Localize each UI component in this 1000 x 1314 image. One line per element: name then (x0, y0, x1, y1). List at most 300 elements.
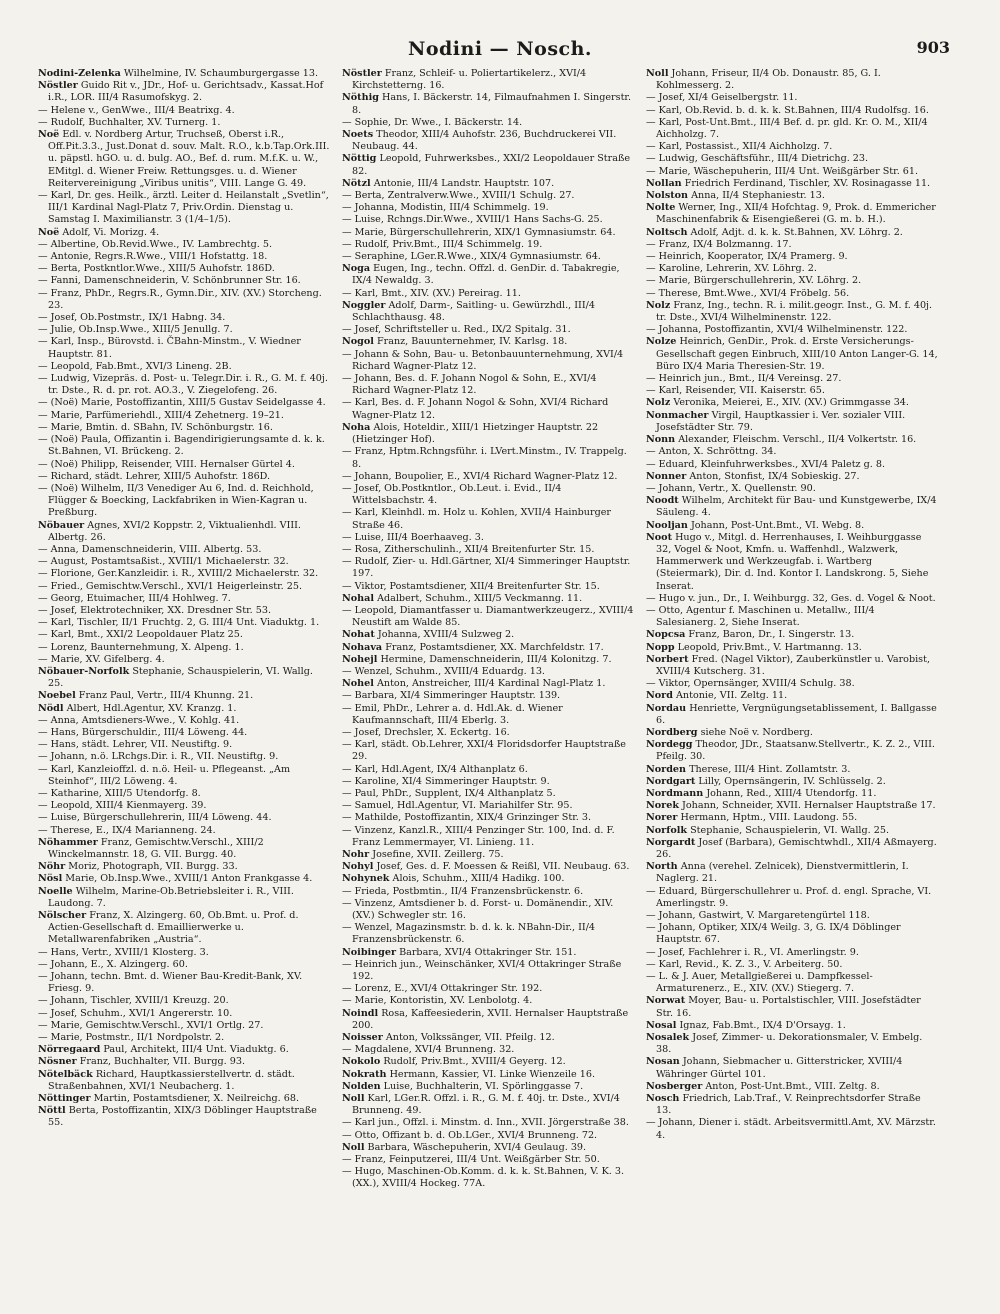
entry-details: Stephanie, Schauspielerin, VI. Wallg. 25. (690, 824, 889, 836)
directory-entry (646, 153, 938, 165)
entry-surname: Nohynek (342, 873, 390, 885)
directory-entry (38, 190, 330, 227)
entry-details: — Rudolf, Zier- u. Hdl.Gärtner, XI/4 Simmeringer Hauptstr. 197. (342, 556, 631, 580)
entry-surname: Nonmacher (646, 409, 709, 421)
directory-entry (646, 800, 938, 812)
entry-details: — Marie, Bürgerschullehrerin, XIX/1 Gymnasiumstr. 64. (342, 226, 616, 238)
directory-entry (38, 727, 330, 739)
entry-details: — Heinrich, Kooperator, IX/4 Pramerg. 9. (646, 251, 848, 263)
entry-details: Anna (verehel. Zelnicek), Dienstvermittlerin, I. Naglerg. 21. (656, 861, 909, 885)
directory-entry (38, 800, 330, 812)
page-title: Nodini — Nosch. (407, 38, 593, 60)
directory-entry (646, 593, 938, 605)
directory-entry (646, 227, 938, 239)
entry-details: — Rudolf, Priv.Bmt., III/4 Schimmelg. 19. (342, 238, 543, 250)
directory-entry (646, 1093, 938, 1117)
directory-entry (38, 971, 330, 995)
entry-details: Berta, Postoffizantin, XIX/3 Döblinger Hauptstraße 55. (48, 1105, 317, 1129)
entry-details: Hermine, Damenschneiderin, III/4 Kolonitzg. 7. (380, 653, 612, 665)
entry-details: — Franz, PhDr., Regrs.R., Gymn.Dir., XIV. (XV.) Storcheng. 23. (38, 287, 322, 311)
entry-details: — Viktor, Opernsänger, XVIII/4 Schulg. 38. (646, 678, 855, 690)
directory-entry (38, 471, 330, 483)
directory-entry (38, 873, 330, 885)
entry-details: Theodor, JDr., Staatsanw.Stellvertr., K. Z. 2., VIII. Pfeilg. 30. (656, 739, 935, 763)
directory-entry (646, 263, 938, 275)
directory-entry (38, 690, 330, 702)
directory-entry (38, 947, 330, 959)
directory-entry (646, 678, 938, 690)
entry-surname: Nohel (342, 678, 374, 690)
directory-entry (342, 483, 634, 507)
entry-surname: Nordberg (646, 726, 698, 738)
entry-details: — Hans, städt. Lehrer, VII. Neustiftg. 9. (38, 739, 233, 751)
directory-entry (342, 373, 634, 397)
directory-entry (646, 1056, 938, 1080)
entry-details: Anton, Anstreicher, III/4 Kardinal Nagl-Platz 1. (376, 678, 606, 690)
directory-entry (38, 886, 330, 910)
directory-entry (38, 129, 330, 190)
directory-entry (646, 788, 938, 800)
directory-entry (646, 117, 938, 141)
directory-entry (646, 959, 938, 971)
directory-entry (646, 532, 938, 593)
entry-surname: Norgardt (646, 836, 696, 848)
directory-entry (342, 849, 634, 861)
entry-details: — Katharine, XIII/5 Utendorfg. 8. (38, 787, 201, 799)
entry-details: Josef, Ges. d. F. Moessen & Reißl, VII. Neubaug. 63. (376, 861, 630, 873)
directory-entry (646, 434, 938, 446)
entry-details: — Seraphine, LGer.R.Wwe., XIX/4 Gymnasiumstr. 64. (342, 251, 601, 263)
entry-details: — Albertine, Ob.Revid.Wwe., IV. Lambrechtg. 5. (38, 238, 272, 250)
entry-details: Adolf, Vi. Morizg. 4. (62, 226, 160, 238)
directory-entry (646, 605, 938, 629)
entry-details: — Johann & Sohn, Bau- u. Betonbauunternehmung, XVI/4 Richard Wagner-Platz 12. (342, 348, 624, 372)
directory-entry (38, 544, 330, 556)
entry-details: Henriette, Vergnügungsetablissement, I. Ballgasse 6. (656, 702, 937, 726)
entry-surname: Nopp (646, 641, 675, 653)
directory-entry (38, 105, 330, 117)
entry-details: — Karl, Reisender, VII. Kaiserstr. 65. (646, 385, 825, 397)
entry-details: — Karl, Bmt., XIV. (XV.) Pereirag. 11. (342, 287, 521, 299)
entry-surname: Nohejl (342, 653, 378, 665)
entry-details: Anton, Stonfist, IX/4 Sobieskig. 27. (689, 470, 860, 482)
entry-details: Fred. (Nagel Viktor), Zauberkünstler u. Varobist, XVIII/4 Kutscherg. 31. (656, 653, 930, 677)
entry-surname: Nödl (38, 702, 64, 714)
entry-details: Luise, Buchhalterin, VI. Spörlinggasse 7. (383, 1080, 584, 1092)
entry-details: — Vinzenz, Amtsdiener b. d. Forst- u. Domänendir., XIV. (XV.) Schwegler str. 16. (342, 897, 614, 922)
entry-details: Franz, Gemischtw.Verschl., XIII/2 Winckelmannstr. 18, G. VII. Burgg. 40. (48, 836, 264, 860)
entry-surname: Nosberger (646, 1080, 703, 1092)
entry-details: Wilhelm, Marine-Ob.Betriebsleiter i. R., VIII. Laudong. 7. (48, 885, 294, 909)
entry-details: — Marie, Parfümeriehdl., XIII/4 Zehetnerg. 19–21. (38, 409, 284, 421)
entry-details: — Karl, Dr. ges. Heilk., ärztl. Leiter d. Heilanstalt „Svetlin“, III/1 Kardinal Nagl-Platz 7, Priv.Ordin. Dienstag u. Samstag I. Maximilianstr. 3 (1/4–1/5). (38, 190, 329, 226)
entry-details: Antonie, III/4 Landstr. Hauptstr. 107. (373, 177, 555, 189)
directory-entry (342, 1117, 634, 1129)
directory-entry (342, 873, 634, 885)
directory-entry (342, 959, 634, 983)
entry-details: Adolf, Adjt. d. k. k. St.Bahnen, XV. Löhrg. 2. (690, 226, 903, 238)
entry-details: Johann, Post-Unt.Bmt., VI. Webg. 8. (690, 519, 865, 531)
entry-details: Friedrich Ferdinand, Tischler, XV. Rosinagasse 11. (684, 177, 931, 189)
entry-details: — Anna, Damenschneiderin, VIII. Albertg. 53. (38, 543, 262, 555)
directory-entry (646, 825, 938, 837)
entry-details: — Leopold, XIII/4 Kienmayerg. 39. (38, 800, 207, 812)
entry-details: — Karoline, XI/4 Simmeringer Hauptstr. 9. (342, 775, 550, 787)
entry-surname: Nogol (342, 336, 374, 348)
entry-details: Adalbert, Schuhm., XIII/5 Veckmanng. 11. (377, 592, 583, 604)
entry-details: — Wenzel, Magazinsmstr. b. d. k. k. NBahn-Dir., II/4 Franzensbrückenstr. 6. (342, 922, 596, 946)
entry-details: — Otto, Offizant b. d. Ob.LGer., XVI/4 Brunneng. 72. (342, 1129, 598, 1141)
entry-details: Albert, Hdl.Agentur, XV. Kranzg. 1. (66, 702, 237, 714)
entry-details: Hans, I. Bäckerstr. 14, Filmaufnahmen I. Singerstr. 8. (352, 92, 632, 116)
column-2 (342, 68, 634, 1303)
directory-entry (646, 1020, 938, 1032)
directory-entry (38, 593, 330, 605)
entry-details: — Josef, Elektrotechniker, XX. Dresdner Str. 53. (38, 604, 271, 616)
entry-details: — Luise, III/4 Boerhaaveg. 3. (342, 531, 484, 543)
directory-entry (38, 373, 330, 397)
directory-entry (646, 373, 938, 385)
directory-entry (646, 275, 938, 287)
entry-surname: Nosal (646, 1019, 677, 1031)
directory-entry (646, 300, 938, 324)
entry-details: — Johann, Vertr., X. Quellenstr. 90. (646, 482, 816, 494)
entry-surname: Nonner (646, 470, 687, 482)
entry-details: Johann, Siebmacher u. Gitterstricker, XVIII/4 Währinger Gürtel 101. (656, 1056, 903, 1080)
entry-details: Antonie, VII. Zeltg. 11. (676, 690, 788, 702)
directory-entry (646, 1081, 938, 1093)
entry-surname: Noisser (342, 1032, 383, 1044)
entry-surname: Nöstler (342, 68, 382, 79)
entry-details: — Rosa, Zitherschulinh., XII/4 Breitenfurter Str. 15. (342, 543, 595, 555)
directory-entry (38, 410, 330, 422)
directory-entry (646, 861, 938, 885)
directory-entry (38, 642, 330, 654)
directory-entry (38, 568, 330, 580)
entry-surname: North (646, 861, 678, 873)
directory-entry (342, 68, 634, 92)
directory-entry (342, 153, 634, 177)
directory-entry (646, 995, 938, 1019)
directory-entry (342, 532, 634, 544)
directory-entry (38, 324, 330, 336)
directory-entry (646, 947, 938, 959)
directory-entry (342, 300, 634, 324)
directory-entry (342, 666, 634, 678)
entry-details: — Lorenz, Baunternehmung, X. Alpeng. 1. (38, 641, 244, 653)
entry-details: Josefine, XVII. Zeillerg. 75. (372, 849, 504, 860)
entry-details: Johann, Red., XIII/4 Utendorfg. 11. (706, 787, 877, 799)
entry-details: — Karl, Hdl.Agent, IX/4 Althanplatz 6. (342, 763, 528, 775)
directory-entry (38, 312, 330, 324)
directory-entry (38, 1032, 330, 1044)
entry-surname: Nosalek (646, 1032, 690, 1044)
directory-entry (38, 227, 330, 239)
directory-entry (38, 434, 330, 458)
entry-details: — Josef, Ob.Postmstr., IX/1 Habng. 34. (38, 312, 226, 324)
entry-surname: Nonn (646, 434, 676, 446)
entry-details: — Berta, Postkntlor.Wwe., XIII/5 Auhofstr. 186D. (38, 263, 275, 275)
directory-entry (342, 1093, 634, 1117)
entry-details: Franz, Postamtsdiener, XX. Marchfeldstr. 17. (385, 641, 604, 653)
entry-surname: Nooljan (646, 519, 688, 531)
entry-details: — (Noë) Philipp, Reisender, VIII. Hernalser Gürtel 4. (38, 458, 295, 470)
directory-entry (646, 495, 938, 519)
directory-entry (646, 410, 938, 434)
directory-entry (646, 727, 938, 739)
directory-entry (38, 861, 330, 873)
directory-entry (342, 812, 634, 824)
entry-details: Moyer, Bau- u. Portalstischler, VIII. Josefstädter Str. 16. (656, 995, 921, 1019)
entry-details: — Karl jun., Offzl. i. Minstm. d. Inn., XVII. Jörgerstraße 38. (342, 1117, 629, 1129)
directory-entry (342, 800, 634, 812)
directory-entry (38, 995, 330, 1007)
directory-entry (38, 581, 330, 593)
entry-details: — Franz, Feinputzerei, III/4 Unt. Weißgärber Str. 50. (342, 1154, 600, 1166)
entry-surname: Norbert (646, 653, 689, 665)
directory-entry (646, 739, 938, 763)
entry-details: — Eduard, Bürgerschullehrer u. Prof. d. engl. Sprache, VI. Amerlingstr. 9. (646, 885, 932, 909)
entry-details: — Karl, Bmt., XXI/2 Leopoldauer Platz 25. (38, 629, 243, 641)
directory-entry (646, 1032, 938, 1056)
directory-entry (342, 629, 634, 641)
entry-details: Wilhelm, Architekt für Bau- und Kunstgewerbe, IX/4 Säuleng. 4. (656, 495, 937, 519)
directory-entry (646, 886, 938, 910)
directory-entry (342, 1044, 634, 1056)
entry-details: — Heinrich jun., Weinschänker, XVI/4 Ottakringer Straße 192. (342, 958, 622, 983)
directory-entry (646, 178, 938, 190)
directory-entry (38, 483, 330, 520)
entry-details: — Franz, IX/4 Bolzmanng. 17. (646, 238, 792, 250)
entry-details: — Karl, Kanzleioffzl. d. n.ö. Heil- u. Pflegeanst. „Am Steinhof“, III/2 Löweng. 4. (38, 763, 291, 787)
directory-entry (646, 812, 938, 824)
directory-entry (646, 471, 938, 483)
directory-entry (38, 1069, 330, 1093)
entry-details: — Anton, X. Schröttng. 34. (646, 446, 777, 458)
entry-details: — Eduard, Kleinfuhrwerksbes., XVI/4 Paletz g. 8. (646, 458, 886, 470)
entry-surname: Noebel (38, 690, 76, 702)
entry-details: Veronika, Meierei, E., XIV. (XV.) Grimmgasse 34. (673, 397, 909, 409)
entry-details: Heinrich, GenDir., Prok. d. Erste Versicherungs-Gesellschaft gegen Einbruch, XIII/10 Anton Langer-G. 14, Büro IX/4 Maria Theresien-Str. 19. (656, 336, 938, 372)
entry-details: Edl. v. Nordberg Artur, Truchseß, Oberst i.R., Off.Pit.3.3., Just.Donat d. souv. Malt. R.O., k.b.Tap.Ork.III. u. päpstl. hGO. u. d. bulg. AO., Bef. d. rum. M.f.K. u. W., EMitgl. d. Wiener Freiw. Rettungsges. u. d. Wiener Reitervereinigung „Viribus unitis“, VIII. Lange G. 49. (48, 129, 330, 189)
entry-surname: Nörregaard (38, 1044, 101, 1056)
entry-details: — Richard, städt. Lehrer, XIII/5 Auhofstr. 186D. (38, 470, 271, 482)
entry-details: Franz, Schleif- u. Poliertartikelerz., XVI/4 Kirchstetterng. 16. (352, 68, 587, 92)
directory-entry (38, 666, 330, 690)
directory-entry (646, 922, 938, 946)
entry-details: Franz, Baron, Dr., I. Singerstr. 13. (688, 629, 855, 641)
entry-details: Franz, Bauunternehmer, IV. Karlsg. 18. (376, 336, 568, 348)
entry-surname: Noga (342, 263, 371, 275)
directory-entry (342, 251, 634, 263)
entry-surname: Nolte (646, 202, 676, 214)
entry-details: — Marie, Gemischtw.Verschl., XVI/1 Ortlg. 27. (38, 1019, 264, 1031)
entry-surname: Nosch (646, 1093, 680, 1105)
directory-entry (342, 202, 634, 214)
entry-surname: Nordgart (646, 775, 696, 787)
entry-details: — Marie, Wäschepuherin, III/4 Unt. Weißgärber Str. 61. (646, 165, 919, 177)
directory-entry (646, 68, 938, 92)
directory-entry (342, 239, 634, 251)
directory-entry (38, 1044, 330, 1056)
directory-entry (38, 239, 330, 251)
entry-details: Alois, Schuhm., XIII/4 Hadikg. 100. (392, 873, 565, 885)
directory-entry (38, 703, 330, 715)
entry-details: Marie, Ob.Insp.Wwe., XVIII/1 Anton Frankgasse 4. (65, 873, 313, 885)
directory-entry (38, 812, 330, 824)
entry-details: — Luise, Rchngs.Dir.Wwe., XVIII/1 Hans Sachs-G. 25. (342, 214, 603, 226)
directory-entry (342, 776, 634, 788)
entry-details: — Paul, PhDr., Supplent, IX/4 Althanplatz 5. (342, 787, 556, 799)
entry-details: Hermann, Hptm., VIII. Laudong. 55. (680, 812, 858, 824)
entry-details: — Viktor, Postamtsdiener, XII/4 Breitenfurter Str. 15. (342, 580, 600, 592)
directory-entry (342, 129, 634, 153)
entry-surname: Nordegg (646, 739, 693, 751)
directory-entry (38, 837, 330, 861)
entry-surname: Nösner (38, 1056, 77, 1068)
entry-details: — Franz, Hptm.Rchngsführ. i. LVert.Minstm., IV. Trappelg. 8. (342, 446, 627, 470)
entry-details: — Johann, Bes. d. F. Johann Nogol & Sohn, E., XVI/4 Richard Wagner-Platz 12. (342, 373, 597, 397)
directory-entry (342, 214, 634, 226)
entry-surname: Nötelbäck (38, 1068, 93, 1080)
entry-surname: Noot (646, 531, 672, 543)
directory-entry (342, 556, 634, 580)
entry-surname: Noll (342, 1093, 365, 1105)
entry-details: — Frieda, Postbmtin., II/4 Franzensbrückenstr. 6. (342, 885, 584, 897)
entry-details: — (Noë) Marie, Postoffizantin, XIII/5 Gustav Seidelgasse 4. (38, 397, 326, 409)
directory-entry (38, 68, 330, 80)
entry-surname: Noindl (342, 1007, 379, 1019)
entry-surname: Nöttinger (38, 1093, 91, 1105)
entry-details: — Hugo, Maschinen-Ob.Komm. d. k. k. St.Bahnen, V. K. 3. (XX.), XVIII/4 Hockeg. 77A. (342, 1166, 624, 1190)
directory-entry (38, 459, 330, 471)
entry-details: Hermann, Kassier, VI. Linke Wienzeile 16. (389, 1068, 596, 1080)
directory-entry (38, 739, 330, 751)
directory-entry (342, 117, 634, 129)
entry-details: — Johann, techn. Bmt. d. Wiener Bau-Kredit-Bank, XV. Friesg. 9. (38, 971, 303, 995)
entry-surname: Noll (646, 68, 669, 79)
entry-details: — Karl, Post-Unt.Bmt., III/4 Bef. d. pr. gld. Kr. O. M., XII/4 Aichholzg. 7. (646, 116, 928, 141)
entry-details: — August, Postamtsaßist., XVIII/1 Michaelerstr. 32. (38, 556, 289, 568)
directory-entry (646, 105, 938, 117)
directory-entry (342, 825, 634, 849)
entry-surname: Nöthig (342, 92, 379, 104)
directory-entry (646, 629, 938, 641)
entry-surname: Norfolk (646, 824, 688, 836)
entry-surname: Nohat (342, 629, 375, 641)
directory-entry (646, 837, 938, 861)
directory-entry (646, 776, 938, 788)
directory-entry (342, 471, 634, 483)
entry-surname: Noll (342, 1141, 365, 1153)
entry-details: — Ludwig, Geschäftsführ., III/4 Dietrichg. 23. (646, 153, 869, 165)
directory-entry (646, 239, 938, 251)
entry-surname: Nopcsa (646, 629, 686, 641)
directory-entry (342, 1056, 634, 1068)
directory-entry (646, 483, 938, 495)
entry-details: Werner, Ing., XII/4 Hofchtag. 9, Prok. d. Emmericher Maschinenfabrik & Eisengießerei (G. m. b. H.). (656, 202, 936, 226)
directory-entry (38, 397, 330, 409)
entry-surname: Norer (646, 812, 678, 824)
directory-entry (646, 1117, 938, 1141)
entry-details: — Mathilde, Postoffizantin, XIX/4 Grinzinger Str. 3. (342, 812, 592, 824)
directory-entry (342, 727, 634, 739)
directory-entry (38, 1105, 330, 1129)
entry-details: — Hans, Bürgerschuldir., III/4 Löweng. 44. (38, 726, 248, 738)
directory-entry (38, 361, 330, 373)
entry-details: Leopold, Priv.Bmt., V. Hartmanng. 13. (677, 641, 862, 653)
column-1 (38, 68, 330, 1303)
entry-details: Barbara, Wäschepuherin, XVI/4 Geulaug. 39. (367, 1141, 587, 1153)
entry-details: — Marie, Postmstr., II/1 Nordpolstr. 2. (38, 1032, 225, 1044)
entry-details: Stephanie, Schauspielerin, VI. Wallg. 25. (48, 665, 313, 690)
directory-entry (646, 202, 938, 226)
entry-details: — Vinzenz, Kanzl.R., XIII/4 Penzinger Str. 100, Ind. d. F. Franz Lemmermayer, VI. Linieng. 11. (342, 824, 615, 848)
entry-surname: Nolz (646, 299, 671, 311)
entry-details: — Julie, Ob.Insp.Wwe., XIII/5 Jenullg. 7. (38, 324, 233, 336)
directory-entry (38, 288, 330, 312)
entry-details: Rosa, Kaffeesiederin, XVII. Hernalser Hauptstraße 200. (352, 1007, 629, 1031)
column-3 (646, 68, 938, 1303)
entry-surname: Noë (38, 226, 60, 238)
entry-details: — Karl, Revid., K. Z. 3., V. Arbeiterg. 50. (646, 958, 843, 970)
entry-surname: Nordmann (646, 787, 704, 799)
directory-entry (342, 898, 634, 922)
page-header (0, 38, 1000, 66)
directory-entry (342, 349, 634, 373)
entry-surname: Noodt (646, 495, 679, 507)
entry-details: — Josef, Schuhm., XVI/1 Angererstr. 10. (38, 1007, 233, 1019)
entry-surname: Noha (342, 421, 371, 433)
entry-details: Adolf, Darm-, Saitling- u. Gewürzhdl., III/4 Schlachthausg. 48. (352, 299, 595, 324)
entry-surname: Norek (646, 800, 679, 812)
directory-entry (342, 1069, 634, 1081)
entry-surname: Nolden (342, 1080, 381, 1092)
entry-details: — Helene v., GenWwe., III/4 Beatrixg. 4. (38, 104, 235, 116)
entry-details: — Therese, Bmt.Wwe., XVI/4 Fröbelg. 56. (646, 287, 850, 299)
directory-entry (342, 446, 634, 470)
entry-details: — Hans, Vertr., XVIII/1 Klosterg. 3. (38, 946, 209, 958)
entry-details: Alexander, Fleischm. Verschl., II/4 Volkertstr. 16. (678, 434, 917, 446)
directory-entry (342, 581, 634, 593)
directory-entry (646, 385, 938, 397)
entry-surname: Nosan (646, 1056, 680, 1068)
entry-details: Johann, Friseur, II/4 Ob. Donaustr. 85, G. I. Kohlmesserg. 2. (656, 68, 881, 92)
page-number: 903 (916, 38, 950, 57)
entry-details: Josef (Barbara), Gemischtwhdl., XII/4 Aßmayerg. 26. (656, 836, 937, 860)
directory-entry (342, 1130, 634, 1142)
entry-details: Johann, Schneider, XVII. Hernalser Hauptstraße 17. (682, 800, 936, 812)
directory-entry (342, 678, 634, 690)
entry-details: Richard, Hauptkassierstellvertr. d. städt. Straßenbahnen, XVI/1 Neubacherg. 1. (48, 1068, 295, 1092)
directory-entry (342, 1032, 634, 1044)
entry-details: — Josef, Schriftsteller u. Red., IX/2 Spitalg. 31. (342, 324, 571, 336)
entry-details: Guido Rit v., JDr., Hof- u. Gerichtsadv., Kassat.Hof i.R., LOR. III/4 Rasumofskyg. 2. (48, 80, 324, 104)
entry-details: — Fried., Gemischtw.Verschl., XVI/1 Heigerleinstr. 25. (38, 580, 302, 592)
entry-details: — Hugo v. jun., Dr., I. Weihburgg. 32, Ges. d. Vogel & Noot. (646, 592, 936, 604)
directory-entry (342, 397, 634, 421)
entry-surname: Nöhammer (38, 836, 98, 848)
directory-entry (38, 556, 330, 568)
directory-entry (646, 190, 938, 202)
entry-details: — Leopold, Diamantfasser u. Diamantwerkzeugerz., XVIII/4 Neustift am Walde 85. (342, 604, 634, 629)
entry-surname: Nolze (646, 336, 677, 348)
entry-details: — Johann, Boupolier, E., XVI/4 Richard Wagner-Platz 12. (342, 470, 618, 482)
entry-surname: Nollan (646, 177, 682, 189)
directory-entry (646, 336, 938, 373)
directory-entry (342, 1142, 634, 1154)
entry-details: — L. & J. Auer, Metallgießerei u. Dampfkessel-Armaturenerz., E., XIV. (XV.) Stiegerg. 7. (646, 971, 873, 995)
